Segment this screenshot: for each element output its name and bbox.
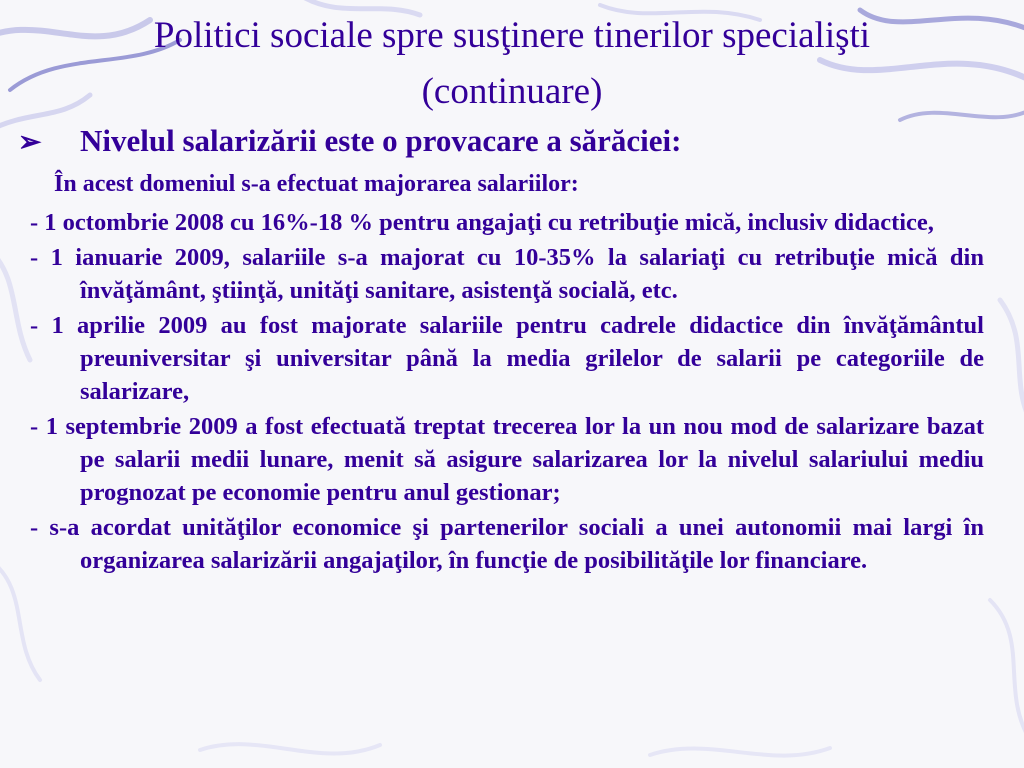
bullet-heading: Nivelul salarizării este o provacare a sărăciei: bbox=[80, 123, 682, 158]
list-item: - 1 octombrie 2008 cu 16%-18 % pentru angajaţi cu retribuţie mică, inclusiv didactice, bbox=[30, 209, 934, 236]
list-item: - 1 ianuarie 2009, salariile s-a majorat cu 10-35% la salariaţi cu retribuţie mică din învăţământ, ştiinţă, unităţi sanitare, asistenţă socială, etc. bbox=[30, 244, 984, 304]
list-item: - 1 aprilie 2009 au fost majorate salariile pentru cadrele didactice din învăţământul preuniversitar şi universitar până la media grilelor de salarii pe categoriile de salarizare, bbox=[30, 312, 984, 405]
intro-text: În acest domeniul s-a efectuat majorarea salariilor: bbox=[54, 171, 579, 197]
main-bullet bbox=[18, 122, 998, 162]
salary-measures-list bbox=[30, 206, 984, 579]
slide-title-continuation: (continuare) bbox=[421, 71, 603, 112]
list-item: - s-a acordat unităţilor economice şi partenerilor sociali a unei autonomii mai largi în organizarea salarizării angajaţilor, în funcţie de posibilităţile lor financiare. bbox=[30, 514, 984, 574]
list-item: - 1 septembrie 2009 a fost efectuată treptat trecerea lor la un nou mod de salarizare bazat pe salarii medii lunare, menit să asigure salarizarea lor la nivelul salariului mediu prognozat pe economie pentru anul gestionar; bbox=[30, 413, 984, 506]
slide-title: Politici sociale spre susţinere tinerilor specialişti bbox=[153, 15, 871, 56]
arrow-bullet-icon: ➢ bbox=[18, 127, 42, 158]
